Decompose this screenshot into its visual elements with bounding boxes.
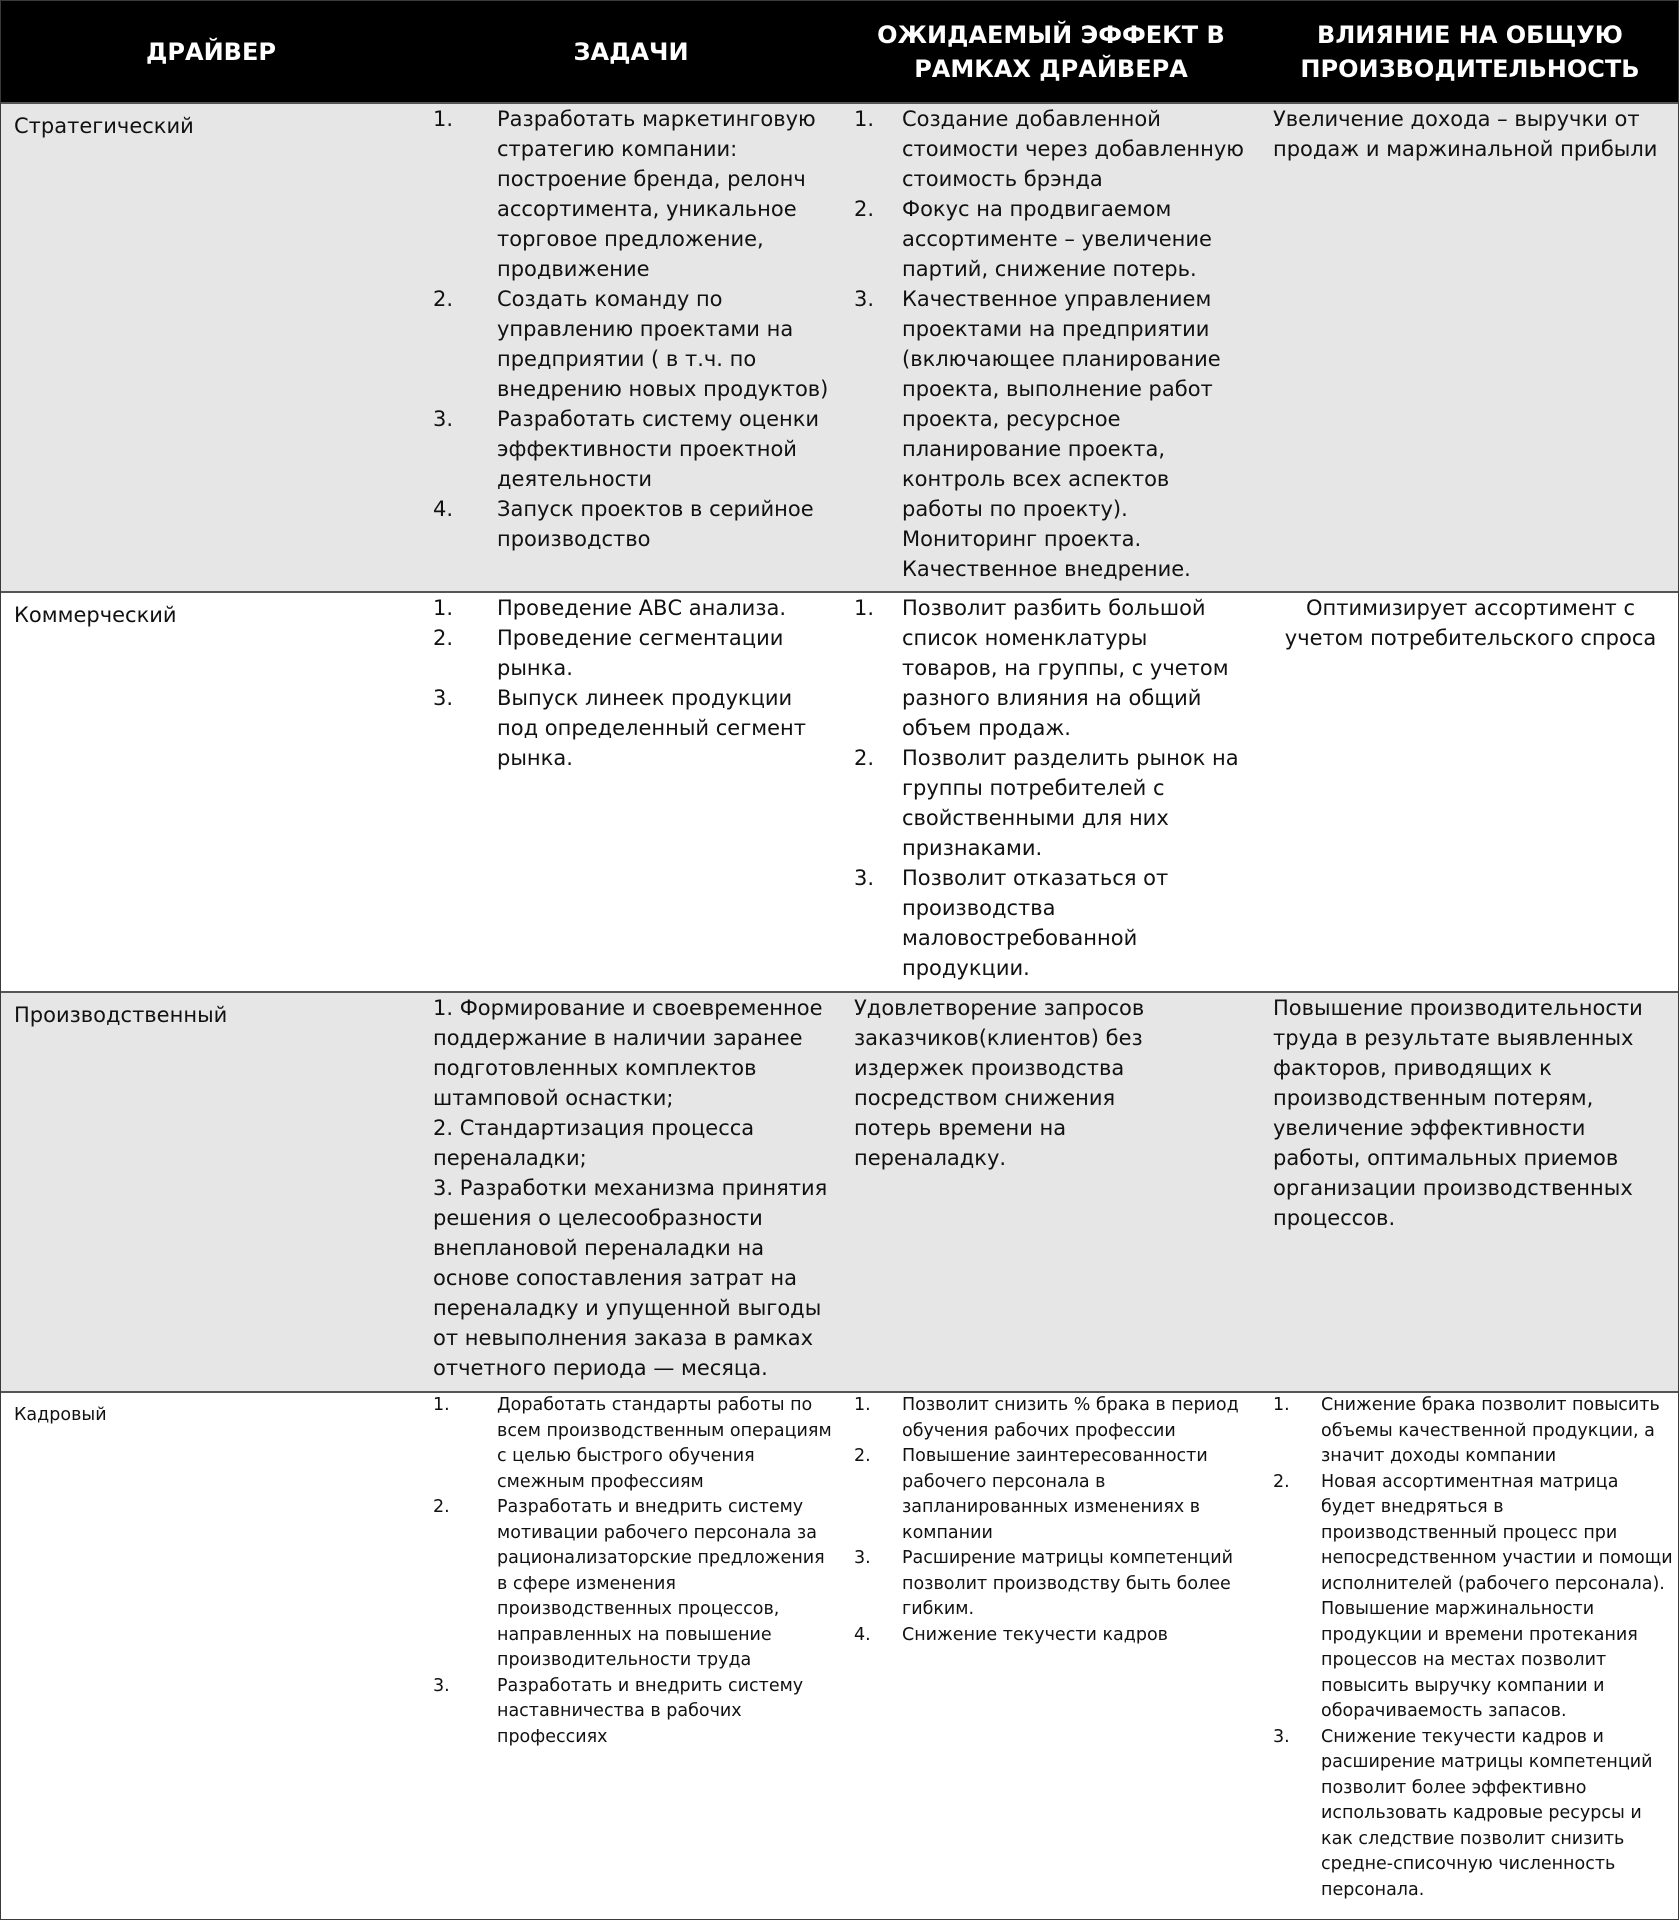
effect-cell	[854, 1393, 1244, 1648]
list-item: 2. Новая ассортиментная матрица будет внедряться в производственный процесс при непосредственном участии и помощи исполнителей (рабочего персонала). Повышение маржинальности продукции и времени протекания процессов на местах позволит повысить выручку компании и оборачиваемость запасов.	[1273, 1471, 1673, 1721]
list-item: 2. Повышение заинтересованности рабочего персонала в запланированных изменениях в компании	[854, 1446, 1208, 1543]
impact-cell: Повышение производительности труда в результате выявленных факторов, приводящих к производственным потерям, увеличение эффективности работы, оптимальных приемов организации производственных процессов.	[1273, 996, 1643, 1230]
task-paragraph: 3. Разработки механизма принятия решения о целесообразности внеплановой переналадки на основе сопоставления затрат на переналадку и упущенной выгоды от невыполнения заказа в рамках отчетного периода — месяца.	[433, 1176, 828, 1380]
effect-cell: Удовлетворение запросов заказчиков(клиентов) без издержек производства посредством снижения потерь времени на переналадку.	[854, 996, 1145, 1170]
header-effect: ОЖИДАЕМЫЙ ЭФФЕКТ В РАМКАХ ДРАЙВЕРА	[877, 20, 1225, 83]
impact-cell	[1273, 1393, 1673, 1903]
list-item: 2. Позволит разделить рынок на группы потребителей с свойственными для них признаками.	[854, 746, 1239, 860]
list-item: 1. Создание добавленной стоимости через добавленную стоимость брэнда	[854, 107, 1244, 191]
list-item: 4. Запуск проектов в серийное производство	[433, 497, 814, 551]
list-item: 1. Проведение АВС анализа.	[433, 596, 787, 620]
table-header	[1, 1, 1678, 102]
table-row-strategic	[1, 102, 1678, 592]
list-item: 3. Разработать систему оценки эффективности проектной деятельности	[433, 407, 820, 491]
impact-cell: Оптимизирует ассортимент с учетом потребительского спроса	[1284, 596, 1657, 650]
list-item: 3. Разработать и внедрить систему наставничества в рабочих профессиях	[433, 1675, 804, 1747]
tasks-cell	[433, 593, 833, 773]
list-item: 1. Позволит разбить большой список номенклатуры товаров, на группы, с учетом разного влияния на общий объем продаж.	[854, 596, 1229, 740]
list-item: 2. Разработать и внедрить систему мотивации рабочего персонала за рационализаторские предложения в сфере изменения производственных процессов, направленных на повышение производительности труда	[433, 1497, 825, 1670]
list-item: 3. Снижение текучести кадров и расширение матрицы компетенций позволит более эффективно использовать кадровые ресурсы и как следствие позволит снизить средне-списочную численность персонала.	[1273, 1726, 1653, 1900]
task-paragraph: 1. Формирование и своевременное поддержание в наличии заранее подготовленных комплектов штамповой оснастки;	[433, 996, 823, 1110]
task-paragraph: 2. Стандартизация процесса переналадки;	[433, 1116, 755, 1170]
list-item: 2. Создать команду по управлению проектами на предприятии ( в т.ч. по внедрению новых продуктов)	[433, 287, 829, 401]
header-tasks: ЗАДАЧИ	[573, 37, 689, 66]
impact-cell: Увеличение дохода – выручки от продаж и маржинальной прибыли	[1273, 107, 1658, 161]
list-item: 3. Расширение матрицы компетенций позволит производству быть более гибким.	[854, 1548, 1233, 1619]
list-item: 1. Доработать стандарты работы по всем производственным операциям с целью быстрого обучения смежным профессиям	[433, 1395, 832, 1492]
list-item: 3. Позволит отказаться от производства маловостребованной продукции.	[854, 866, 1169, 980]
table-row-production	[1, 991, 1678, 1392]
tasks-cell	[433, 104, 833, 554]
table-row-personnel	[1, 1391, 1678, 1919]
list-item: 1. Позволит снизить % брака в период обучения рабочих профессии	[854, 1395, 1239, 1441]
driver-cell: Кадровый	[14, 1405, 107, 1425]
header-impact: ВЛИЯНИЕ НА ОБЩУЮ ПРОИЗВОДИТЕЛЬНОСТЬ	[1300, 20, 1640, 83]
driver-cell: Коммерческий	[14, 603, 177, 627]
driver-cell: Стратегический	[14, 114, 194, 138]
list-item: 1. Снижение брака позволит повысить объемы качественной продукции, а значит доходы компании	[1273, 1395, 1660, 1466]
list-item: 3. Выпуск линеек продукции под определенный сегмент рынка.	[433, 686, 806, 770]
list-item: 3. Качественное управлением проектами на предприятии (включающее планирование проекта, выполнение работ проекта, ресурсное планирование проекта, контроль всех аспектов работы по проекту). Мониторинг проекта. Качественное внедрение.	[854, 287, 1221, 581]
header-driver: ДРАЙВЕР	[146, 37, 276, 66]
table-row-commercial	[1, 591, 1678, 992]
list-item: 2. Фокус на продвигаемом ассортименте – увеличение партий, снижение потерь.	[854, 197, 1212, 281]
tasks-cell	[433, 1393, 838, 1750]
effect-cell	[854, 104, 1249, 584]
list-item: 2. Проведение сегментации рынка.	[433, 626, 784, 680]
effect-cell	[854, 593, 1249, 983]
list-item: 1. Разработать маркетинговую стратегию компании: построение бренда, релонч ассортимента, уникальное торговое предложение, продвижение	[433, 107, 816, 281]
tasks-cell	[433, 993, 838, 1383]
list-item: 4. Снижение текучести кадров	[854, 1624, 1168, 1645]
driver-cell: Производственный	[14, 1003, 228, 1027]
